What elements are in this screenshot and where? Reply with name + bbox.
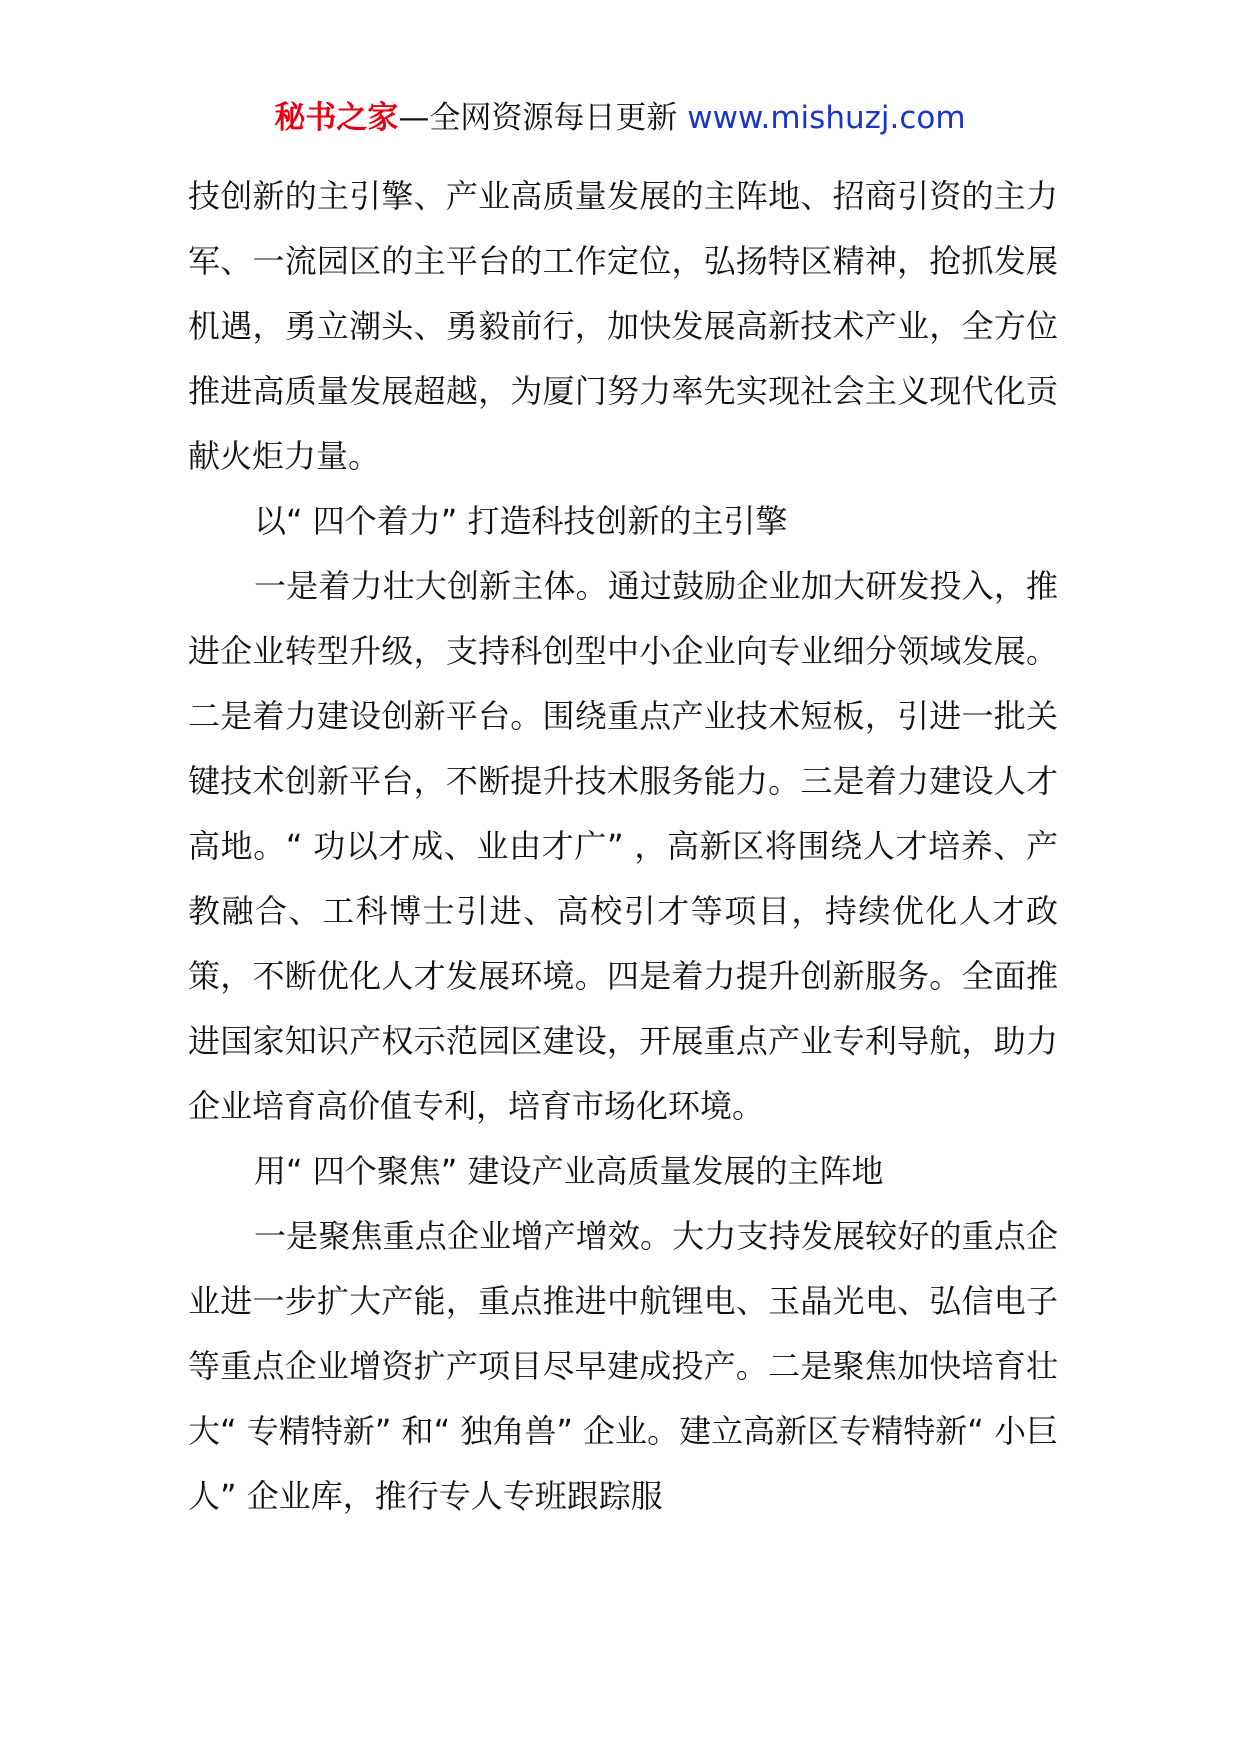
section-heading: 以“ 四个着力” 打造科技创新的主引擎 (254, 502, 788, 540)
site-header (0, 96, 1240, 140)
brand-name: 秘书之家 (274, 100, 399, 136)
site-url-link[interactable]: www.mishuzj.com (687, 100, 966, 136)
document-body (188, 164, 1058, 1529)
body-paragraph: 技创新的主引擎、产业高质量发展的主阵地、招商引资的主力军、一流园区的主平台的工作定位，弘扬特区精神，抢抓发展机遇，勇立潮头、勇毅前行，加快发展高新技术产业，全方位推进高质量发展超越，为厦门努力率先实现社会主义现代化贡献火炬力量。 (188, 177, 1058, 475)
body-paragraph: 一是着力壮大创新主体。通过鼓励企业加大研发投入，推进企业转型升级，支持科创型中小企业向专业细分领域发展。二是着力建设创新平台。围绕重点产业技术短板，引进一批关键技术创新平台，不断提升技术服务能力。三是着力建设人才高地。“ 功以才成、业由才广” ，高新区将围绕人才培养、产教融合、工科博士引进、高校引才等项目，持续优化人才政策，不断优化人才发展环境。四是着力提升创新服务。全面推进国家知识产权示范园区建设，开展重点产业专利导航，助力企业培育高价值专利，培育市场化环境。 (188, 567, 1058, 1125)
body-paragraph: 一是聚焦重点企业增产增效。大力支持发展较好的重点企业进一步扩大产能，重点推进中航锂电、玉晶光电、弘信电子等重点企业增资扩产项目尽早建成投产。二是聚焦加快培育壮大“ 专精特新” 和“ 独角兽” 企业。建立高新区专精特新“ 小巨人” 企业库，推行专人专班跟踪服 (188, 1217, 1058, 1515)
section-heading: 用“ 四个聚焦” 建设产业高质量发展的主阵地 (254, 1152, 884, 1190)
header-tagline: —全网资源每日更新 (398, 100, 678, 136)
